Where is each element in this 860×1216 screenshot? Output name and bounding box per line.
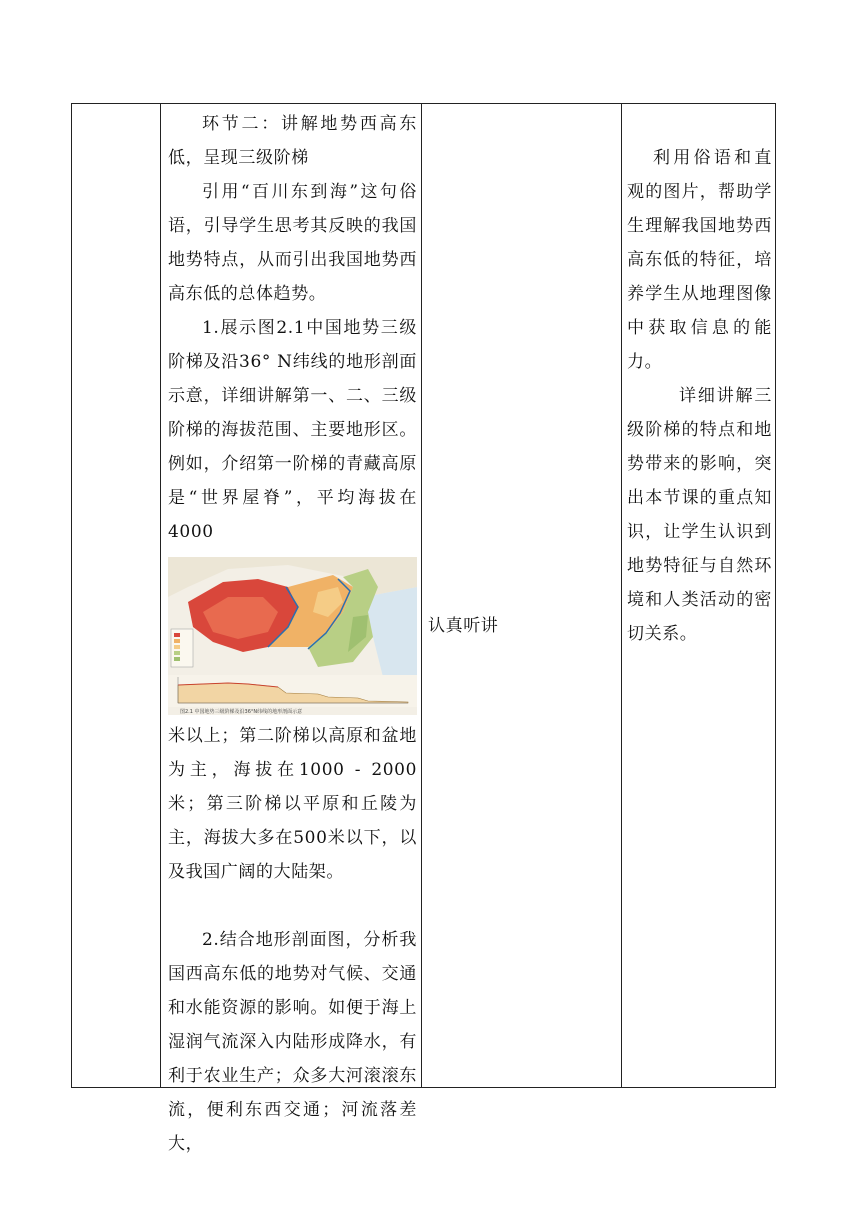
column-divider (421, 104, 422, 1087)
lesson-plan-table (71, 103, 776, 1154)
design-intent-cell (621, 104, 776, 1087)
table-cell-empty (72, 104, 160, 1087)
china-terrain-map-image (168, 557, 417, 715)
teacher-activity-cell (160, 104, 421, 1154)
student-activity-text: 认真听讲 (428, 616, 499, 636)
paragraph: 1.展示图2.1中国地势三级阶梯及沿36° N纬线的地形剖面示意，详细讲解第一、二、三级阶梯的海拔范围、主要地形区。例如，介绍第一阶梯的青藏高原是“世界屋脊”，平均海拔在4000 (168, 318, 417, 542)
paragraph: 引用“百川东到海”这句俗语，引导学生思考其反映的我国地势特点，从而引出我国地势西高东低的总体趋势。 (168, 182, 417, 304)
spacer (168, 889, 417, 923)
terrain-map-figure (168, 557, 417, 715)
paragraph: 米以上；第二阶梯以高原和盆地为主，海拔在1000 - 2000米；第三阶梯以平原和丘陵为主，海拔大多在500米以下，以及我国广阔的大陆架。 (168, 726, 417, 882)
paragraph: 利用俗语和直观的图片，帮助学生理解我国地势西高东低的特征，培养学生从地理图像中获取信息的能力。 (627, 148, 772, 372)
paragraph: 详细讲解三级阶梯的特点和地势带来的影响，突出本节课的重点知识，让学生认识到地势特征与自然环境和人类活动的密切关系。 (627, 386, 772, 644)
figure-caption: 图2.1 中国地势三级阶梯及沿36°N纬线的地形剖面示意 (180, 709, 303, 715)
section-heading: 环节二：讲解地势西高东低，呈现三级阶梯 (168, 114, 417, 168)
paragraph: 2.结合地形剖面图，分析我国西高东低的地势对气候、交通和水能资源的影响。如便于海上湿润气流深入内陆形成降水，有利于农业生产；众多大河滚滚东流，便利东西交通；河流落差大， (168, 930, 417, 1154)
